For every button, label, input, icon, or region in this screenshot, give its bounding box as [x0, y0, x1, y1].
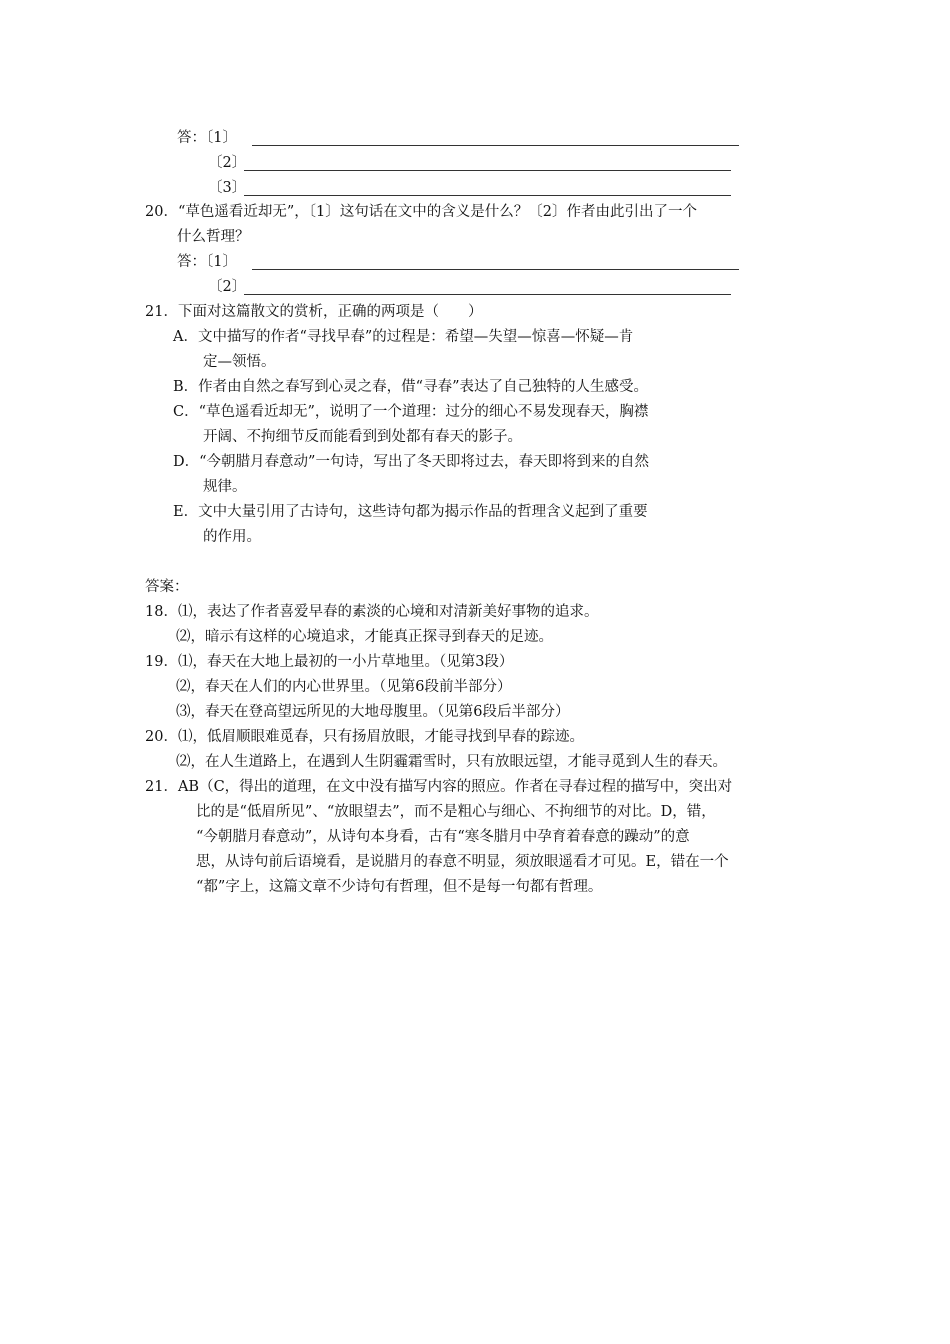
- q19-answer-blank-3[interactable]: [244, 195, 731, 196]
- q21-option-a-line-2: 定—领悟。: [203, 354, 276, 370]
- answer-21-line-3: “今朝腊月春意动”，从诗句本身看，古有“寒冬腊月中孕育着春意的躁动”的意: [196, 829, 690, 845]
- q19-answer-label-1: 答：〔1〕: [177, 130, 237, 146]
- q19-answer-label-2: 〔2〕: [208, 155, 247, 171]
- answer-18-line-1: 18．⑴，表达了作者喜爱早春的素淡的心境和对清新美好事物的追求。: [145, 604, 599, 620]
- q21-option-c-line-2: 开阔、不拘细节反而能看到到处都有春天的影子。: [203, 429, 522, 445]
- q20-answer-blank-1[interactable]: [252, 269, 739, 270]
- q20-answer-label-2: 〔2〕: [208, 279, 247, 295]
- q21-option-d-line-2: 规律。: [203, 479, 247, 495]
- q20-stem-line-2: 什么哲理？: [177, 229, 250, 245]
- answer-20-line-1: 20．⑴，低眉顺眼难觅春，只有扬眉放眼，才能寻找到早春的踪迹。: [145, 729, 584, 745]
- q20-answer-blank-2[interactable]: [244, 294, 731, 295]
- q21-option-e-line-1: E．文中大量引用了古诗句，这些诗句都为揭示作品的哲理含义起到了重要: [173, 504, 648, 520]
- q19-answer-label-3: 〔3〕: [208, 180, 247, 196]
- answer-21-line-2: 比的是“低眉所见”、“放眼望去”，而不是粗心与细心、不拘细节的对比。D，错，: [196, 804, 716, 820]
- q20-answer-label-1: 答：〔1〕: [177, 254, 237, 270]
- q21-option-b-line-1: B．作者由自然之春写到心灵之春，借“寻春”表达了自己独特的人生感受。: [173, 379, 648, 395]
- q19-answer-blank-2[interactable]: [244, 170, 731, 171]
- answer-21-line-5: “都”字上，这篇文章不少诗句有哲理，但不是每一句都有哲理。: [196, 879, 603, 895]
- q21-stem: 21．下面对这篇散文的赏析，正确的两项是（ ）: [145, 304, 483, 320]
- q20-stem-line-1: 20．“草色遥看近却无”，〔1〕这句话在文中的含义是什么？〔2〕作者由此引出了一个: [145, 204, 697, 220]
- q21-option-c-line-1: C．“草色遥看近却无”，说明了一个道理：过分的细心不易发现春天，胸襟: [173, 404, 649, 420]
- answer-19-line-3: ⑶，春天在登高望远所见的大地母腹里。（见第6段后半部分）: [176, 704, 570, 720]
- answers-heading: 答案：: [145, 579, 189, 595]
- answer-19-line-1: 19．⑴，春天在大地上最初的一小片草地里。（见第3段）: [145, 654, 514, 670]
- answer-19-line-2: ⑵，春天在人们的内心世界里。（见第6段前半部分）: [176, 679, 512, 695]
- q21-option-d-line-1: D．“今朝腊月春意动”一句诗，写出了冬天即将过去，春天即将到来的自然: [173, 454, 649, 470]
- q19-answer-blank-1[interactable]: [252, 145, 739, 146]
- answer-21-line-1: 21．AB（C，得出的道理，在文中没有描写内容的照应。作者在寻春过程的描写中，突出对: [145, 779, 733, 795]
- q21-option-e-line-2: 的作用。: [203, 529, 261, 545]
- q21-option-a-line-1: A．文中描写的作者“寻找早春”的过程是：希望—失望—惊喜—怀疑—肯: [173, 329, 634, 345]
- answer-21-line-4: 思，从诗句前后语境看，是说腊月的春意不明显，须放眼遥看才可见。E，错在一个: [196, 854, 729, 870]
- answer-20-line-2: ⑵，在人生道路上，在遇到人生阴霾霜雪时，只有放眼远望，才能寻觅到人生的春天。: [176, 754, 727, 770]
- answer-18-line-2: ⑵，暗示有这样的心境追求，才能真正探寻到春天的足迹。: [176, 629, 553, 645]
